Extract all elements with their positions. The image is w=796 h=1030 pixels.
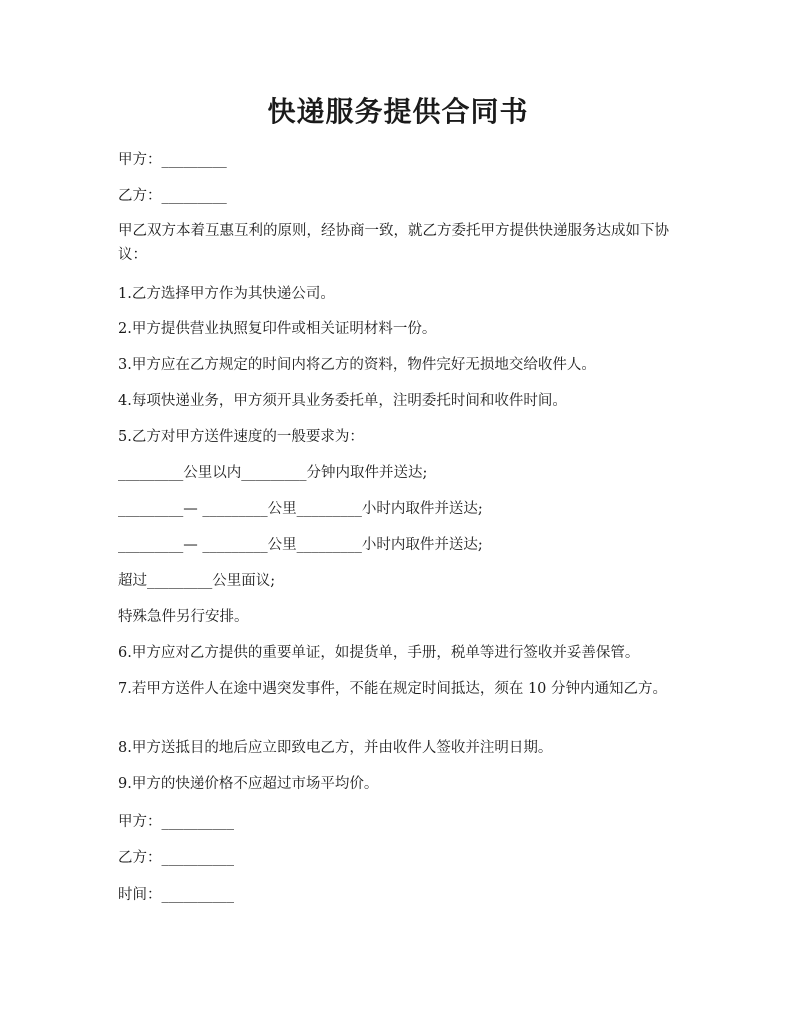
document-title: 快递服务提供合同书 [267, 95, 529, 128]
clause-3: 3.甲方应在乙方规定的时间内将乙方的资料，物件完好无损地交给收件人。 [118, 357, 596, 373]
speed-requirement-3: _________— _________公里_________小时内取件并送达; [118, 537, 483, 553]
clause-7: 7.若甲方送件人在途中遇突发事件，不能在规定时间抵达，须在 10 分钟内通知乙方。 [118, 681, 668, 697]
intro-paragraph: 甲乙双方本着互惠互利的原则，经协商一致，就乙方委托甲方提供快递服务达成如下协议： [118, 223, 669, 263]
special-delivery-note: 特殊急件另行安排。 [118, 609, 249, 625]
speed-requirement-1: _________公里以内_________分钟内取件并送达; [118, 465, 428, 481]
party-a-line: 甲方：_________ [118, 152, 227, 168]
clause-5: 5.乙方对甲方送件速度的一般要求为： [118, 429, 364, 445]
clause-9: 9.甲方的快递价格不应超过市场平均价。 [118, 776, 379, 792]
party-b-line: 乙方：_________ [118, 188, 227, 204]
clause-4: 4.每项快递业务，甲方须开具业务委托单，注明委托时间和收件时间。 [118, 393, 567, 409]
clause-8: 8.甲方送抵目的地后应立即致电乙方，并由收件人签收并注明日期。 [118, 740, 553, 756]
signature-party-a: 甲方：__________ [118, 814, 234, 830]
speed-requirement-2: _________— _________公里_________小时内取件并送达; [118, 501, 483, 517]
speed-requirement-4: 超过_________公里面议; [118, 573, 276, 589]
clause-2: 2.甲方提供营业执照复印件或相关证明材料一份。 [118, 321, 437, 337]
clause-6: 6.甲方应对乙方提供的重要单证，如提货单，手册，税单等进行签收并妥善保管。 [118, 645, 640, 661]
signature-party-b: 乙方：__________ [118, 850, 234, 866]
clause-1: 1.乙方选择甲方作为其快递公司。 [118, 286, 335, 302]
signature-time: 时间：__________ [118, 887, 234, 903]
